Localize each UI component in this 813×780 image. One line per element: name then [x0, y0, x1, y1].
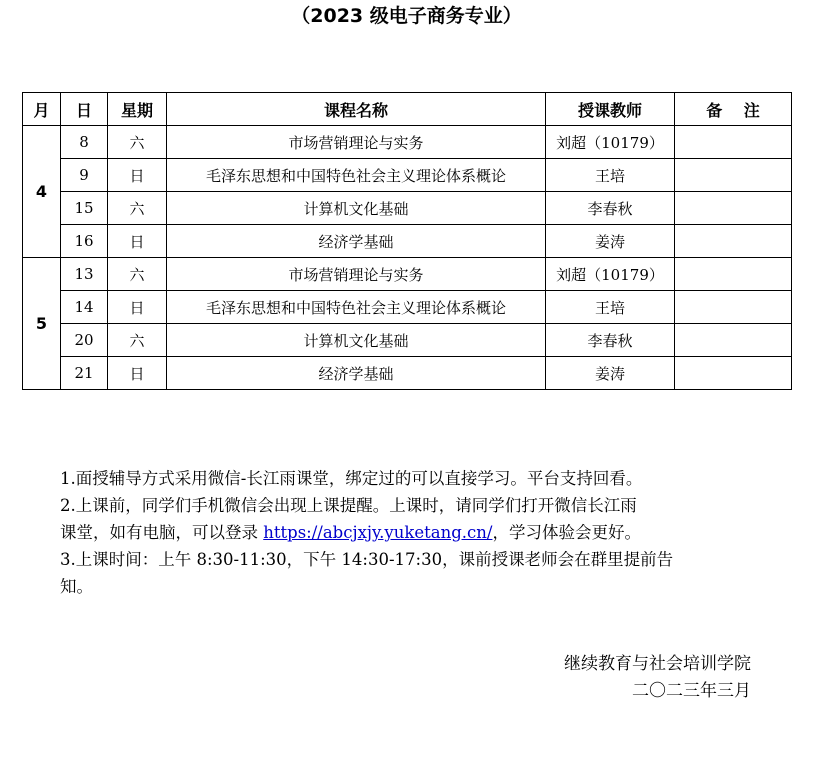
remarks-cell: [675, 258, 792, 291]
weekday-cell: 日: [108, 225, 167, 258]
header-day: 日: [61, 93, 108, 126]
note-2-line-1: 2.上课前，同学们手机微信会出现上课提醒。上课时，请同学们打开微信长江雨: [60, 496, 637, 515]
note-2-text-before-link: 课堂，如有电脑，可以登录: [60, 523, 264, 542]
course-cell: 毛泽东思想和中国特色社会主义理论体系概论: [167, 159, 546, 192]
table-row: [23, 291, 792, 324]
course-cell: 市场营销理论与实务: [167, 258, 546, 291]
header-remarks: 备 注: [675, 93, 792, 126]
yuketang-link[interactable]: https://abcjxjy.yuketang.cn/: [263, 523, 493, 542]
header-course: 课程名称: [167, 93, 546, 126]
course-cell: 计算机文化基础: [167, 192, 546, 225]
note-3-line-2: 知。: [60, 577, 93, 596]
remarks-cell: [675, 324, 792, 357]
teacher-cell: 王培: [546, 291, 675, 324]
day-cell: 14: [61, 291, 108, 324]
remarks-cell: [675, 291, 792, 324]
weekday-cell: 六: [108, 126, 167, 159]
signature-block: [564, 651, 751, 705]
day-cell: 16: [61, 225, 108, 258]
signature-organization: 继续教育与社会培训学院: [564, 654, 751, 674]
table-row: [23, 192, 792, 225]
teacher-cell: 李春秋: [546, 192, 675, 225]
day-cell: 13: [61, 258, 108, 291]
table-row: [23, 357, 792, 390]
month-cell: 5: [23, 258, 61, 390]
note-3-line-1: 3.上课时间：上午 8:30-11:30，下午 14:30-17:30，课前授课老师会在群里提前告: [60, 550, 674, 569]
teacher-cell: 刘超（10179）: [546, 258, 675, 291]
teacher-cell: 姜涛: [546, 357, 675, 390]
table-row: [23, 126, 792, 159]
note-1: 1.面授辅导方式采用微信-长江雨课堂，绑定过的可以直接学习。平台支持回看。: [60, 469, 643, 488]
remarks-cell: [675, 126, 792, 159]
signature-date: 二〇二三年三月: [632, 681, 751, 701]
table-row: [23, 258, 792, 291]
table-row: [23, 225, 792, 258]
course-cell: 毛泽东思想和中国特色社会主义理论体系概论: [167, 291, 546, 324]
header-teacher: 授课教师: [546, 93, 675, 126]
weekday-cell: 日: [108, 357, 167, 390]
header-weekday: 星期: [108, 93, 167, 126]
teacher-cell: 王培: [546, 159, 675, 192]
remarks-cell: [675, 192, 792, 225]
day-cell: 9: [61, 159, 108, 192]
remarks-cell: [675, 357, 792, 390]
note-2-text-after-link: ，学习体验会更好。: [492, 523, 641, 542]
day-cell: 15: [61, 192, 108, 225]
remarks-cell: [675, 225, 792, 258]
teacher-cell: 姜涛: [546, 225, 675, 258]
table-row: [23, 324, 792, 357]
weekday-cell: 六: [108, 258, 167, 291]
day-cell: 21: [61, 357, 108, 390]
table-row: [23, 159, 792, 192]
weekday-cell: 日: [108, 291, 167, 324]
day-cell: 20: [61, 324, 108, 357]
teacher-cell: 李春秋: [546, 324, 675, 357]
course-cell: 计算机文化基础: [167, 324, 546, 357]
header-month: 月: [23, 93, 61, 126]
weekday-cell: 日: [108, 159, 167, 192]
teacher-cell: 刘超（10179）: [546, 126, 675, 159]
course-cell: 经济学基础: [167, 225, 546, 258]
weekday-cell: 六: [108, 192, 167, 225]
course-cell: 经济学基础: [167, 357, 546, 390]
table-header-row: [23, 93, 792, 126]
month-cell: 4: [23, 126, 61, 258]
course-cell: 市场营销理论与实务: [167, 126, 546, 159]
document-title: （2023 级电子商务专业）: [291, 5, 522, 27]
remarks-cell: [675, 159, 792, 192]
notes-section: [60, 465, 760, 600]
day-cell: 8: [61, 126, 108, 159]
note-2-line-2: [60, 519, 760, 546]
schedule-table: [22, 92, 792, 390]
weekday-cell: 六: [108, 324, 167, 357]
